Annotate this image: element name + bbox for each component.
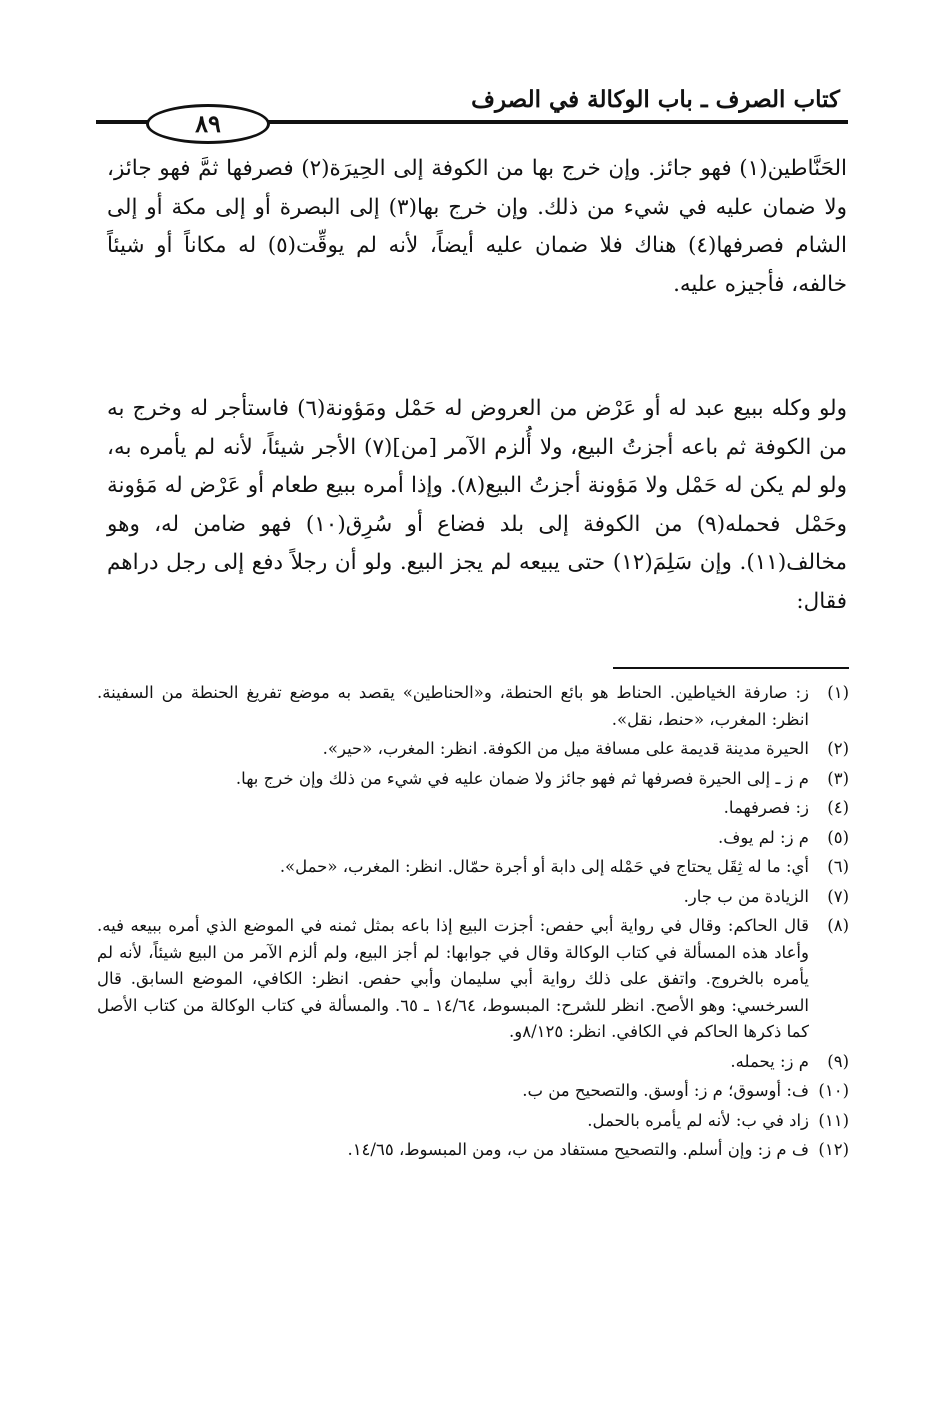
footnote-number: (١١) <box>818 1110 849 1130</box>
footnote <box>97 854 849 881</box>
paragraph-text: الحَنَّاطين(١) فهو جائز. وإن خرج بها من الكوفة إلى الحِيرَة(٢) فصرفها ثمَّ فهو جائز، ولا ضمان عليه في شيء من ذلك. وإن خرج بها(٣) إلى البصرة أو إلى مكة أو إلى الشام فصرفها(٤) هناك فلا ضمان عليه أيضاً، لأنه لم يوقِّت(٥) له مكاناً أو شيئاً خالفه، فأجيزه عليه. <box>107 156 847 297</box>
footnote-text: م ز: لم يوف. <box>718 827 809 847</box>
footnote-number: (٣) <box>827 768 849 788</box>
footnote <box>97 1078 849 1105</box>
body-paragraph-2 <box>107 390 847 621</box>
paragraph-text: ولو وكله ببيع عبد له أو عَرْض من العروض له حَمْل ومَؤونة(٦) فاستأجر له وخرج به من الكوفة ثم باعه أجزتُ البيع، ولا أُلزم الآمر [من](٧) الأجر شيئاً، لأنه لم يأمره به، ولو لم يكن له حَمْل ولا مَؤونة أجزتُ البيع(٨). وإذا أمره ببيع طعام أو عَرْض له مَؤونة وحَمْل فحمله(٩) من الكوفة إلى بلد فضاع أو سُرِق(١٠) فهو ضامن له، وهو مخالف(١١). وإن سَلِمَ(١٢) حتى يبيعه لم يجز البيع. ولو أن رجلاً دفع إلى رجل دراهم فقال: <box>107 396 847 614</box>
footnote <box>97 1049 849 1076</box>
footnote-text: ز: صارفة الخياطين. الحناط هو بائع الحنطة، و«الحناطين» يقصد به موضع تفريغ الحنطة من السفينة. انظر: المغرب، «حنط، نقل». <box>97 683 809 729</box>
page-header <box>96 82 848 138</box>
footnote <box>97 736 849 763</box>
footnote-number: (٦) <box>827 857 849 876</box>
footnote-number: (١) <box>827 683 849 702</box>
footnote-number: (٢) <box>827 739 849 758</box>
footnote-separator <box>613 667 849 669</box>
footnote-number: (٧) <box>827 886 849 906</box>
footnote-number: (٨) <box>827 916 849 935</box>
footnote-text: زاد في ب: لأنه لم يأمره بالحمل. <box>587 1110 809 1130</box>
footnote-number: (١٢) <box>818 1140 849 1159</box>
footnote-number: (٥) <box>827 827 849 847</box>
footnote-text: قال الحاكم: وقال في رواية أبي حفص: أجزت البيع إذا باعه بمثل ثمنه في الموضع الذي أمره ببيعه فيه. وأعاد هذه المسألة في كتاب الوكالة وقال في جوابها: لم أجز البيع، ولم ألزم الآمر من البيع شيئاً، لأنه لم يأمره بالخروج. واتفق على ذلك رواية أبي سليمان وأبي حفص. انظر: الكافي، الموضع السابق. قال السرخسي: وهو الأصح. انظر للشرح: المبسوط، ١٤/٦٤ ـ ٦٥. والمسألة في كتاب الوكالة من كتاب الأصل كما ذكرها الحاكم في الكافي. انظر: ٨/١٢٥و. <box>97 916 810 1041</box>
footnote <box>97 795 849 822</box>
footnote-text: ف: أوسوق؛ م ز: أوسق. والتصحيح من ب. <box>522 1081 809 1100</box>
footnote-text: ز: فصرفهما. <box>723 798 809 817</box>
footnote-number: (٩) <box>827 1051 849 1071</box>
footnote-text: أي: ما له ثِقَل يحتاج في حَمْله إلى دابة أو أجرة حمّال. انظر: المغرب، «حمل». <box>279 857 809 876</box>
footnote-text: الحيرة مدينة قديمة على مسافة ميل من الكوفة. انظر: المغرب، «حير». <box>322 739 809 758</box>
footnote <box>97 680 849 733</box>
running-title: كتاب الصرف ـ باب الوكالة في الصرف <box>471 86 840 113</box>
footnote <box>97 884 849 911</box>
footnote-text: م ز: يحمله. <box>730 1051 809 1071</box>
footnote <box>97 766 849 793</box>
footnote <box>97 913 849 1046</box>
footnote <box>97 1108 849 1135</box>
footnotes <box>97 680 849 1167</box>
footnote-number: (١٠) <box>818 1081 849 1100</box>
page-number: ٨٩ <box>146 104 270 144</box>
footnote-text: م ز ـ إلى الحيرة فصرفها ثم فهو جائز ولا ضمان عليه في شيء من ذلك وإن خرج بها. <box>235 768 809 788</box>
footnote <box>97 825 849 852</box>
footnote-text: الزيادة من ب جار. <box>683 886 809 906</box>
footnote <box>97 1137 849 1164</box>
body-paragraph-1 <box>107 150 847 304</box>
footnote-number: (٤) <box>827 798 849 817</box>
footnote-text: ف م ز: وإن أسلم. والتصحيح مستفاد من ب، ومن المبسوط، ١٤/٦٥. <box>347 1140 809 1159</box>
